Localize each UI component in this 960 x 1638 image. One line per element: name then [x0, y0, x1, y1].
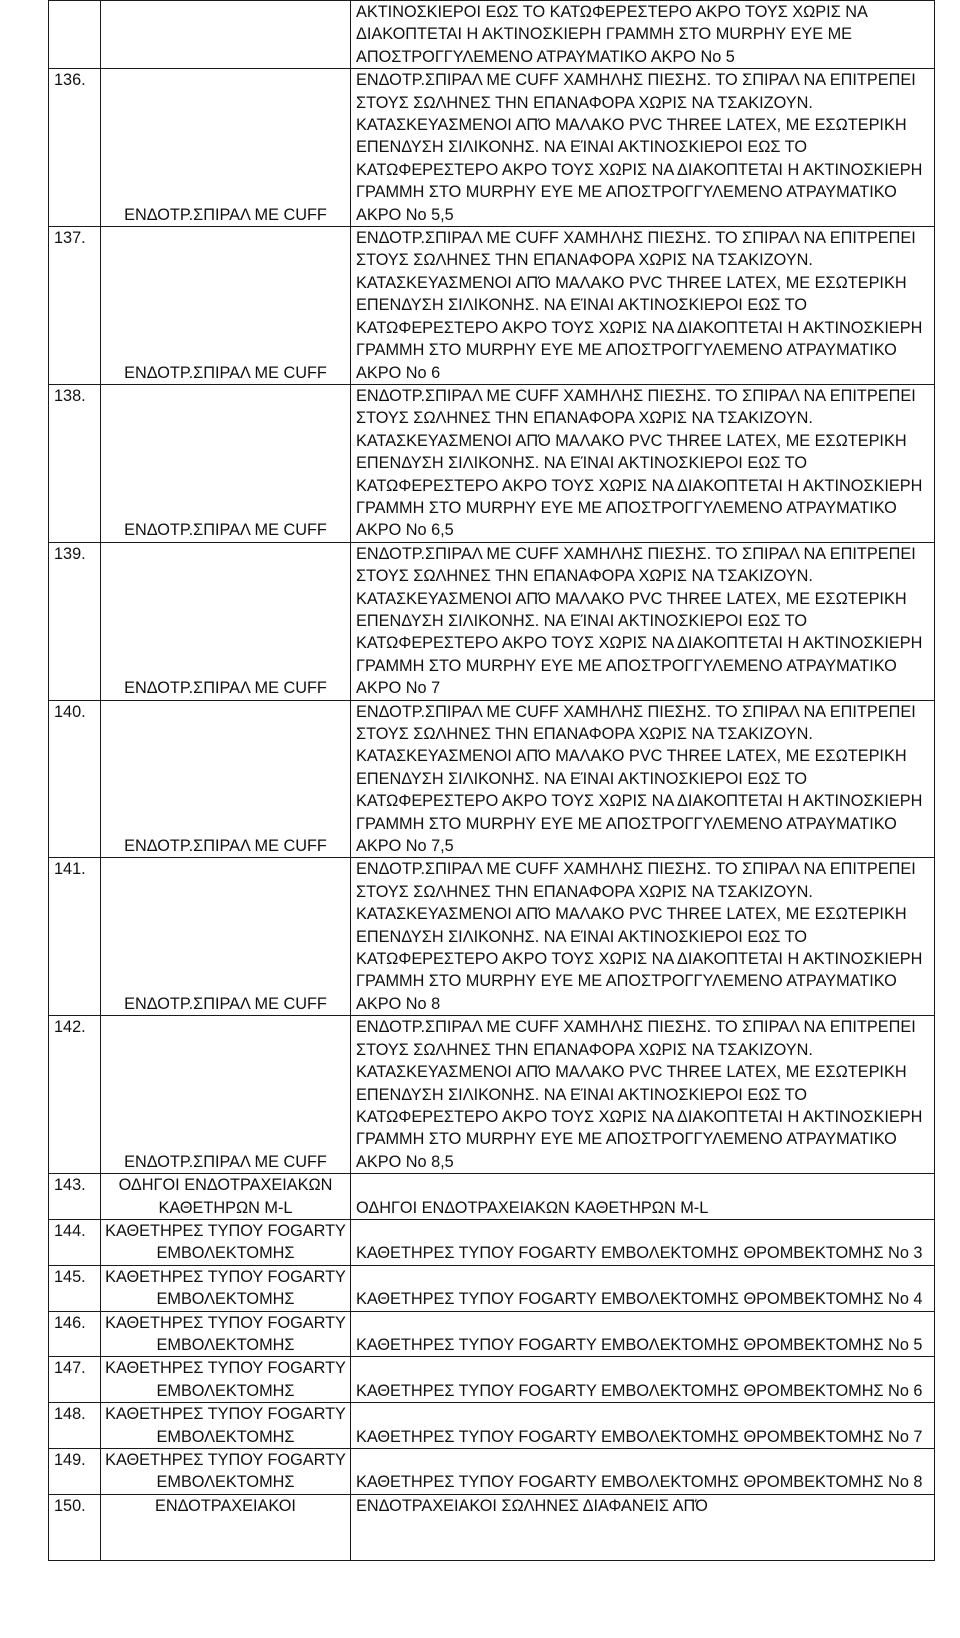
row-description: ΚΑΘΕΤΗΡΕΣ ΤΥΠΟΥ FOGARTY ΕΜΒΟΛΕΚΤΟΜΗΣ ΘΡΟΜΒΕΚΤΟΜΗΣ Νο 4: [351, 1265, 935, 1311]
row-description: ΕΝΔΟΤΡ.ΣΠΙΡΑΛ ΜΕ CUFF ΧΑΜΗΛΗΣ ΠΙΕΣΗΣ. ΤΟ ΣΠΙΡΑΛ ΝΑ ΕΠΙΤΡΕΠΕΙ ΣΤΟΥΣ ΣΩΛΗΝΕΣ ΤΗΝ ΕΠΑΝΑΦΟΡΑ ΧΩΡΙΣ ΝΑ ΤΣΑΚΙΖΟΥΝ. ΚΑΤΑΣΚΕΥΑΣΜΕΝΟΙ ΑΠΌ ΜΑΛΑΚΟ PVC THREE LATEX, ΜΕ ΕΣΩΤΕΡΙΚΗ ΕΠΕΝΔΥΣΗ ΣΙΛΙΚΟΝΗΣ. ΝΑ ΕΊΝΑΙ ΑΚΤΙΝΟΣΚΙΕΡΟΙ ΕΩΣ ΤΟ ΚΑΤΩΦΕΡΕΣΤΕΡΟ ΑΚΡΟ ΤΟΥΣ ΧΩΡΙΣ ΝΑ ΔΙΑΚΟΠΤΕΤΑΙ Η ΑΚΤΙΝΟΣΚΙΕΡΗ ΓΡΑΜΜΗ ΣΤΟ MURPHY EYE ΜΕ ΑΠΟΣΤΡΟΓΓΥΛΕΜΕΝΟ ΑΤΡΑΥΜΑΤΙΚΟ ΑΚΡΟ Νο 6: [351, 227, 935, 385]
row-name: ΟΔΗΓΟΙ ΕΝΔΟΤΡΑΧΕΙΑΚΩΝ ΚΑΘΕΤΗΡΩΝ M-L: [101, 1174, 351, 1220]
row-name: ΕΝΔΟΤΡ.ΣΠΙΡΑΛ ΜΕ CUFF: [101, 542, 351, 700]
row-number: 142.: [49, 1016, 101, 1174]
row-name: [101, 1, 351, 69]
table-row: [49, 69, 935, 227]
row-number: 137.: [49, 227, 101, 385]
table-row: [49, 1219, 935, 1265]
table-row: [49, 1174, 935, 1220]
row-number: 147.: [49, 1357, 101, 1403]
row-number: 149.: [49, 1449, 101, 1495]
row-description: ΕΝΔΟΤΡΑΧΕΙΑΚΟΙ ΣΩΛΗΝΕΣ ΔΙΑΦΑΝΕΙΣ ΑΠΌ: [351, 1494, 935, 1560]
row-name: ΕΝΔΟΤΡ.ΣΠΙΡΑΛ ΜΕ CUFF: [101, 858, 351, 1016]
row-name: ΕΝΔΟΤΡ.ΣΠΙΡΑΛ ΜΕ CUFF: [101, 700, 351, 858]
table-row: [49, 858, 935, 1016]
row-name: ΚΑΘΕΤΗΡΕΣ ΤΥΠΟΥ FOGARTY ΕΜΒΟΛΕΚΤΟΜΗΣ: [101, 1403, 351, 1449]
table-row-fragment: [49, 1, 935, 69]
row-description: ΕΝΔΟΤΡ.ΣΠΙΡΑΛ ΜΕ CUFF ΧΑΜΗΛΗΣ ΠΙΕΣΗΣ. ΤΟ ΣΠΙΡΑΛ ΝΑ ΕΠΙΤΡΕΠΕΙ ΣΤΟΥΣ ΣΩΛΗΝΕΣ ΤΗΝ ΕΠΑΝΑΦΟΡΑ ΧΩΡΙΣ ΝΑ ΤΣΑΚΙΖΟΥΝ. ΚΑΤΑΣΚΕΥΑΣΜΕΝΟΙ ΑΠΌ ΜΑΛΑΚΟ PVC THREE LATEX, ΜΕ ΕΣΩΤΕΡΙΚΗ ΕΠΕΝΔΥΣΗ ΣΙΛΙΚΟΝΗΣ. ΝΑ ΕΊΝΑΙ ΑΚΤΙΝΟΣΚΙΕΡΟΙ ΕΩΣ ΤΟ ΚΑΤΩΦΕΡΕΣΤΕΡΟ ΑΚΡΟ ΤΟΥΣ ΧΩΡΙΣ ΝΑ ΔΙΑΚΟΠΤΕΤΑΙ Η ΑΚΤΙΝΟΣΚΙΕΡΗ ΓΡΑΜΜΗ ΣΤΟ MURPHY EYE ΜΕ ΑΠΟΣΤΡΟΓΓΥΛΕΜΕΝΟ ΑΤΡΑΥΜΑΤΙΚΟ ΑΚΡΟ Νο 8: [351, 858, 935, 1016]
row-number: 141.: [49, 858, 101, 1016]
row-name: ΕΝΔΟΤΡΑΧΕΙΑΚΟΙ: [101, 1494, 351, 1560]
row-number: 138.: [49, 384, 101, 542]
row-description: ΕΝΔΟΤΡ.ΣΠΙΡΑΛ ΜΕ CUFF ΧΑΜΗΛΗΣ ΠΙΕΣΗΣ. ΤΟ ΣΠΙΡΑΛ ΝΑ ΕΠΙΤΡΕΠΕΙ ΣΤΟΥΣ ΣΩΛΗΝΕΣ ΤΗΝ ΕΠΑΝΑΦΟΡΑ ΧΩΡΙΣ ΝΑ ΤΣΑΚΙΖΟΥΝ. ΚΑΤΑΣΚΕΥΑΣΜΕΝΟΙ ΑΠΌ ΜΑΛΑΚΟ PVC THREE LATEX, ΜΕ ΕΣΩΤΕΡΙΚΗ ΕΠΕΝΔΥΣΗ ΣΙΛΙΚΟΝΗΣ. ΝΑ ΕΊΝΑΙ ΑΚΤΙΝΟΣΚΙΕΡΟΙ ΕΩΣ ΤΟ ΚΑΤΩΦΕΡΕΣΤΕΡΟ ΑΚΡΟ ΤΟΥΣ ΧΩΡΙΣ ΝΑ ΔΙΑΚΟΠΤΕΤΑΙ Η ΑΚΤΙΝΟΣΚΙΕΡΗ ΓΡΑΜΜΗ ΣΤΟ MURPHY EYE ΜΕ ΑΠΟΣΤΡΟΓΓΥΛΕΜΕΝΟ ΑΤΡΑΥΜΑΤΙΚΟ ΑΚΡΟ Νο 8,5: [351, 1016, 935, 1174]
row-description: ΕΝΔΟΤΡ.ΣΠΙΡΑΛ ΜΕ CUFF ΧΑΜΗΛΗΣ ΠΙΕΣΗΣ. ΤΟ ΣΠΙΡΑΛ ΝΑ ΕΠΙΤΡΕΠΕΙ ΣΤΟΥΣ ΣΩΛΗΝΕΣ ΤΗΝ ΕΠΑΝΑΦΟΡΑ ΧΩΡΙΣ ΝΑ ΤΣΑΚΙΖΟΥΝ. ΚΑΤΑΣΚΕΥΑΣΜΕΝΟΙ ΑΠΌ ΜΑΛΑΚΟ PVC THREE LATEX, ΜΕ ΕΣΩΤΕΡΙΚΗ ΕΠΕΝΔΥΣΗ ΣΙΛΙΚΟΝΗΣ. ΝΑ ΕΊΝΑΙ ΑΚΤΙΝΟΣΚΙΕΡΟΙ ΕΩΣ ΤΟ ΚΑΤΩΦΕΡΕΣΤΕΡΟ ΑΚΡΟ ΤΟΥΣ ΧΩΡΙΣ ΝΑ ΔΙΑΚΟΠΤΕΤΑΙ Η ΑΚΤΙΝΟΣΚΙΕΡΗ ΓΡΑΜΜΗ ΣΤΟ MURPHY EYE ΜΕ ΑΠΟΣΤΡΟΓΓΥΛΕΜΕΝΟ ΑΤΡΑΥΜΑΤΙΚΟ ΑΚΡΟ Νο 7,5: [351, 700, 935, 858]
table-row: [49, 1016, 935, 1174]
row-description: ΚΑΘΕΤΗΡΕΣ ΤΥΠΟΥ FOGARTY ΕΜΒΟΛΕΚΤΟΜΗΣ ΘΡΟΜΒΕΚΤΟΜΗΣ Νο 7: [351, 1403, 935, 1449]
table-row: [49, 700, 935, 858]
table-row: [49, 1311, 935, 1357]
row-name: ΚΑΘΕΤΗΡΕΣ ΤΥΠΟΥ FOGARTY ΕΜΒΟΛΕΚΤΟΜΗΣ: [101, 1265, 351, 1311]
table-row: [49, 227, 935, 385]
row-number: 136.: [49, 69, 101, 227]
row-description: ΕΝΔΟΤΡ.ΣΠΙΡΑΛ ΜΕ CUFF ΧΑΜΗΛΗΣ ΠΙΕΣΗΣ. ΤΟ ΣΠΙΡΑΛ ΝΑ ΕΠΙΤΡΕΠΕΙ ΣΤΟΥΣ ΣΩΛΗΝΕΣ ΤΗΝ ΕΠΑΝΑΦΟΡΑ ΧΩΡΙΣ ΝΑ ΤΣΑΚΙΖΟΥΝ. ΚΑΤΑΣΚΕΥΑΣΜΕΝΟΙ ΑΠΌ ΜΑΛΑΚΟ PVC THREE LATEX, ΜΕ ΕΣΩΤΕΡΙΚΗ ΕΠΕΝΔΥΣΗ ΣΙΛΙΚΟΝΗΣ. ΝΑ ΕΊΝΑΙ ΑΚΤΙΝΟΣΚΙΕΡΟΙ ΕΩΣ ΤΟ ΚΑΤΩΦΕΡΕΣΤΕΡΟ ΑΚΡΟ ΤΟΥΣ ΧΩΡΙΣ ΝΑ ΔΙΑΚΟΠΤΕΤΑΙ Η ΑΚΤΙΝΟΣΚΙΕΡΗ ΓΡΑΜΜΗ ΣΤΟ MURPHY EYE ΜΕ ΑΠΟΣΤΡΟΓΓΥΛΕΜΕΝΟ ΑΤΡΑΥΜΑΤΙΚΟ ΑΚΡΟ Νο 5,5: [351, 69, 935, 227]
table-row: [49, 384, 935, 542]
row-name: ΕΝΔΟΤΡ.ΣΠΙΡΑΛ ΜΕ CUFF: [101, 227, 351, 385]
row-description: ΚΑΘΕΤΗΡΕΣ ΤΥΠΟΥ FOGARTY ΕΜΒΟΛΕΚΤΟΜΗΣ ΘΡΟΜΒΕΚΤΟΜΗΣ Νο 5: [351, 1311, 935, 1357]
row-name: ΚΑΘΕΤΗΡΕΣ ΤΥΠΟΥ FOGARTY ΕΜΒΟΛΕΚΤΟΜΗΣ: [101, 1449, 351, 1495]
row-number: 145.: [49, 1265, 101, 1311]
row-description: ΕΝΔΟΤΡ.ΣΠΙΡΑΛ ΜΕ CUFF ΧΑΜΗΛΗΣ ΠΙΕΣΗΣ. ΤΟ ΣΠΙΡΑΛ ΝΑ ΕΠΙΤΡΕΠΕΙ ΣΤΟΥΣ ΣΩΛΗΝΕΣ ΤΗΝ ΕΠΑΝΑΦΟΡΑ ΧΩΡΙΣ ΝΑ ΤΣΑΚΙΖΟΥΝ. ΚΑΤΑΣΚΕΥΑΣΜΕΝΟΙ ΑΠΌ ΜΑΛΑΚΟ PVC THREE LATEX, ΜΕ ΕΣΩΤΕΡΙΚΗ ΕΠΕΝΔΥΣΗ ΣΙΛΙΚΟΝΗΣ. ΝΑ ΕΊΝΑΙ ΑΚΤΙΝΟΣΚΙΕΡΟΙ ΕΩΣ ΤΟ ΚΑΤΩΦΕΡΕΣΤΕΡΟ ΑΚΡΟ ΤΟΥΣ ΧΩΡΙΣ ΝΑ ΔΙΑΚΟΠΤΕΤΑΙ Η ΑΚΤΙΝΟΣΚΙΕΡΗ ΓΡΑΜΜΗ ΣΤΟ MURPHY EYE ΜΕ ΑΠΟΣΤΡΟΓΓΥΛΕΜΕΝΟ ΑΤΡΑΥΜΑΤΙΚΟ ΑΚΡΟ Νο 6,5: [351, 384, 935, 542]
row-description: ΚΑΘΕΤΗΡΕΣ ΤΥΠΟΥ FOGARTY ΕΜΒΟΛΕΚΤΟΜΗΣ ΘΡΟΜΒΕΚΤΟΜΗΣ Νο 8: [351, 1449, 935, 1495]
row-number: [49, 1, 101, 69]
table-row: [49, 1449, 935, 1495]
table-row: [49, 1494, 935, 1560]
row-description: ΟΔΗΓΟΙ ΕΝΔΟΤΡΑΧΕΙΑΚΩΝ ΚΑΘΕΤΗΡΩΝ M-L: [351, 1174, 935, 1220]
row-name: ΕΝΔΟΤΡ.ΣΠΙΡΑΛ ΜΕ CUFF: [101, 69, 351, 227]
row-description: ΚΑΘΕΤΗΡΕΣ ΤΥΠΟΥ FOGARTY ΕΜΒΟΛΕΚΤΟΜΗΣ ΘΡΟΜΒΕΚΤΟΜΗΣ Νο 6: [351, 1357, 935, 1403]
table-row: [49, 1403, 935, 1449]
row-description: ΕΝΔΟΤΡ.ΣΠΙΡΑΛ ΜΕ CUFF ΧΑΜΗΛΗΣ ΠΙΕΣΗΣ. ΤΟ ΣΠΙΡΑΛ ΝΑ ΕΠΙΤΡΕΠΕΙ ΣΤΟΥΣ ΣΩΛΗΝΕΣ ΤΗΝ ΕΠΑΝΑΦΟΡΑ ΧΩΡΙΣ ΝΑ ΤΣΑΚΙΖΟΥΝ. ΚΑΤΑΣΚΕΥΑΣΜΕΝΟΙ ΑΠΌ ΜΑΛΑΚΟ PVC THREE LATEX, ΜΕ ΕΣΩΤΕΡΙΚΗ ΕΠΕΝΔΥΣΗ ΣΙΛΙΚΟΝΗΣ. ΝΑ ΕΊΝΑΙ ΑΚΤΙΝΟΣΚΙΕΡΟΙ ΕΩΣ ΤΟ ΚΑΤΩΦΕΡΕΣΤΕΡΟ ΑΚΡΟ ΤΟΥΣ ΧΩΡΙΣ ΝΑ ΔΙΑΚΟΠΤΕΤΑΙ Η ΑΚΤΙΝΟΣΚΙΕΡΗ ΓΡΑΜΜΗ ΣΤΟ MURPHY EYE ΜΕ ΑΠΟΣΤΡΟΓΓΥΛΕΜΕΝΟ ΑΤΡΑΥΜΑΤΙΚΟ ΑΚΡΟ Νο 7: [351, 542, 935, 700]
row-number: 146.: [49, 1311, 101, 1357]
row-number: 140.: [49, 700, 101, 858]
row-number: 143.: [49, 1174, 101, 1220]
row-description: ΚΑΘΕΤΗΡΕΣ ΤΥΠΟΥ FOGARTY ΕΜΒΟΛΕΚΤΟΜΗΣ ΘΡΟΜΒΕΚΤΟΜΗΣ Νο 3: [351, 1219, 935, 1265]
row-name: ΚΑΘΕΤΗΡΕΣ ΤΥΠΟΥ FOGARTY ΕΜΒΟΛΕΚΤΟΜΗΣ: [101, 1219, 351, 1265]
table-row: [49, 1357, 935, 1403]
row-number: 150.: [49, 1494, 101, 1560]
row-name: ΚΑΘΕΤΗΡΕΣ ΤΥΠΟΥ FOGARTY ΕΜΒΟΛΕΚΤΟΜΗΣ: [101, 1357, 351, 1403]
row-name: ΕΝΔΟΤΡ.ΣΠΙΡΑΛ ΜΕ CUFF: [101, 384, 351, 542]
specification-table: [48, 0, 935, 1561]
row-number: 148.: [49, 1403, 101, 1449]
row-number: 144.: [49, 1219, 101, 1265]
row-description: ΑΚΤΙΝΟΣΚΙΕΡΟΙ ΕΩΣ ΤΟ ΚΑΤΩΦΕΡΕΣΤΕΡΟ ΑΚΡΟ ΤΟΥΣ ΧΩΡΙΣ ΝΑ ΔΙΑΚΟΠΤΕΤΑΙ Η ΑΚΤΙΝΟΣΚΙΕΡΗ ΓΡΑΜΜΗ ΣΤΟ MURPHY EYE ΜΕ ΑΠΟΣΤΡΟΓΓΥΛΕΜΕΝΟ ΑΤΡΑΥΜΑΤΙΚΟ ΑΚΡΟ Νο 5: [351, 1, 935, 69]
row-name: ΕΝΔΟΤΡ.ΣΠΙΡΑΛ ΜΕ CUFF: [101, 1016, 351, 1174]
row-name: ΚΑΘΕΤΗΡΕΣ ΤΥΠΟΥ FOGARTY ΕΜΒΟΛΕΚΤΟΜΗΣ: [101, 1311, 351, 1357]
row-number: 139.: [49, 542, 101, 700]
table-row: [49, 542, 935, 700]
table-row: [49, 1265, 935, 1311]
